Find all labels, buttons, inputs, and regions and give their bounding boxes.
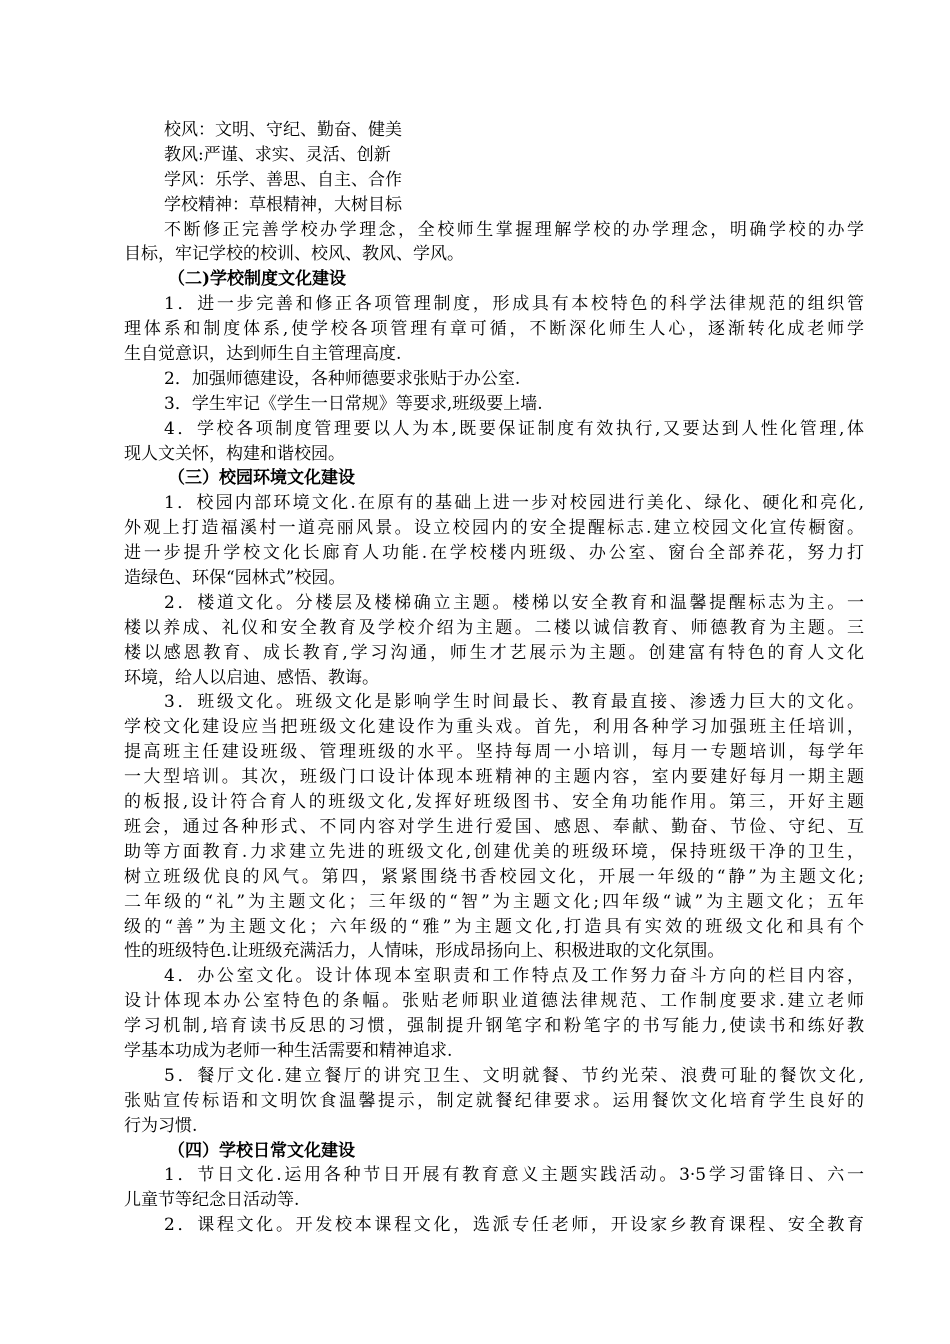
paragraph-line: 造绿色、环保“园林式”校园。 [124, 568, 346, 589]
paragraph-line: 二年级的“礼”为主题文化；三年级的“智”为主题文化;四年级“诚”为主题文化；五年 [124, 891, 864, 912]
paragraph-line: 5．餐厅文化.建立餐厅的讲究卫生、文明就餐、节约光荣、浪费可耻的餐饮文化, [164, 1065, 864, 1086]
paragraph-line: 一大型培训。其次，班级门口设计体现本班精神的主题内容，室内要建好每月一期主题 [124, 767, 864, 788]
paragraph-line: 楼以养成、礼仪和安全教育及学校介绍为主题。二楼以诚信教育、师德教育为主题。三 [124, 617, 864, 638]
paragraph-line: 进一步提升学校文化长廊育人功能.在学校楼内班级、办公室、窗台全部养花，努力打 [124, 543, 864, 564]
paragraph-line: 学基本功成为老师一种生活需要和精神追求. [124, 1040, 453, 1061]
paragraph-line: 理体系和制度体系,使学校各项管理有章可循，不断深化师生人心，逐渐转化成老师学 [124, 319, 864, 340]
paragraph-line: 2．加强师德建设，各种师德要求张贴于办公室. [164, 368, 521, 389]
paragraph-line: 外观上打造福溪村一道亮丽风景。设立校园内的安全提醒标志.建立校园文化宣传橱窗。 [124, 518, 864, 539]
paragraph-line: 助等方面教育.力求建立先进的班级文化,创建优美的班级环境，保持班级干净的卫生， [124, 841, 864, 862]
paragraph-line: 学风：乐学、善思、自主、合作 [164, 169, 402, 190]
paragraph-line: 2．课程文化。开发校本课程文化，选派专任老师，开设家乡教育课程、安全教育 [164, 1215, 864, 1236]
paragraph-line: 设计体现本办公室特色的条幅。张贴老师职业道德法律规范、工作制度要求.建立老师 [124, 991, 864, 1012]
paragraph-line: 班会，通过各种形式、不同内容对学生进行爱国、感恩、奉献、勤奋、节俭、守纪、互 [124, 816, 864, 837]
paragraph-line: 级的“善”为主题文化；六年级的“雅”为主题文化,打造具有实效的班级文化和具有个 [124, 916, 864, 937]
paragraph-line: 学校文化建设应当把班级文化建设作为重头戏。首先，利用各种学习加强班主任培训， [124, 717, 864, 738]
paragraph-line: 行为习惯. [124, 1115, 198, 1136]
paragraph-line: 1．进一步完善和修正各项管理制度，形成具有本校特色的科学法律规范的组织管 [164, 294, 864, 315]
paragraph-line: 不断修正完善学校办学理念，全校师生掌握理解学校的办学理念，明确学校的办学 [164, 219, 864, 240]
paragraph-line: 提高班主任建设班级、管理班级的水平。坚持每周一小培训，每月一专题培训，每学年 [124, 742, 864, 763]
section-heading: （二)学校制度文化建设 [168, 269, 347, 290]
paragraph-line: 2．楼道文化。分楼层及楼梯确立主题。楼梯以安全教育和温馨提醒标志为主。一 [164, 592, 864, 613]
paragraph-line: 现人文关怀，构建和谐校园。 [124, 443, 345, 464]
paragraph-line: 儿童节等纪念日活动等. [124, 1190, 300, 1211]
paragraph-line: 校风：文明、守纪、勤奋、健美 [164, 120, 402, 140]
paragraph-line: 3．班级文化。班级文化是影响学生时间最长、教育最直接、渗透力巨大的文化。 [164, 692, 864, 713]
section-heading: （四）学校日常文化建设 [168, 1140, 355, 1161]
paragraph-line: 性的班级特色.让班级充满活力，人情味，形成昂扬向上、积极进取的文化氛围。 [124, 941, 725, 962]
paragraph-line: 学校精神：草根精神，大树目标 [164, 194, 402, 215]
paragraph-line: 环境，给人以启迪、感悟、教诲。 [124, 667, 379, 688]
paragraph-line: 3．学生牢记《学生一日常规》等要求,班级要上墙. [164, 393, 543, 414]
paragraph-line: 1．校园内部环境文化.在原有的基础上进一步对校园进行美化、绿化、硬化和亮化, [164, 493, 864, 514]
paragraph-line: 楼以感恩教育、成长教育,学习沟通，师生才艺展示为主题。创建富有特色的育人文化 [124, 642, 864, 663]
document-body [124, 118, 864, 1238]
paragraph-line: 4．办公室文化。设计体现本室职责和工作特点及工作努力奋斗方向的栏目内容， [164, 966, 864, 987]
paragraph-line: 目标，牢记学校的校训、校风、教风、学风。 [124, 244, 464, 265]
paragraph-line: 张贴宣传标语和文明饮食温馨提示，制定就餐纪律要求。运用餐饮文化培育学生良好的 [124, 1090, 864, 1111]
paragraph-line: 生自觉意识，达到师生自主管理高度. [124, 344, 402, 365]
paragraph-line: 树立班级优良的风气。第四，紧紧围绕书香校园文化，开展一年级的“静”为主题文化; [124, 866, 864, 887]
paragraph-line: 1．节日文化.运用各种节日开展有教育意义主题实践活动。3·5学习雷锋日、六一 [164, 1165, 864, 1186]
paragraph-line: 教风:严谨、求实、灵活、创新 [164, 144, 391, 165]
paragraph-line: 4．学校各项制度管理要以人为本,既要保证制度有效执行,又要达到人性化管理,体 [164, 418, 864, 439]
section-heading: （三）校园环境文化建设 [168, 468, 355, 489]
paragraph-line: 的板报,设计符合育人的班级文化,发挥好班级图书、安全角功能作用。第三，开好主题 [124, 792, 864, 813]
paragraph-line: 学习机制,培育读书反思的习惯，强制提升钢笔字和粉笔字的书写能力,使读书和练好教 [124, 1016, 864, 1037]
